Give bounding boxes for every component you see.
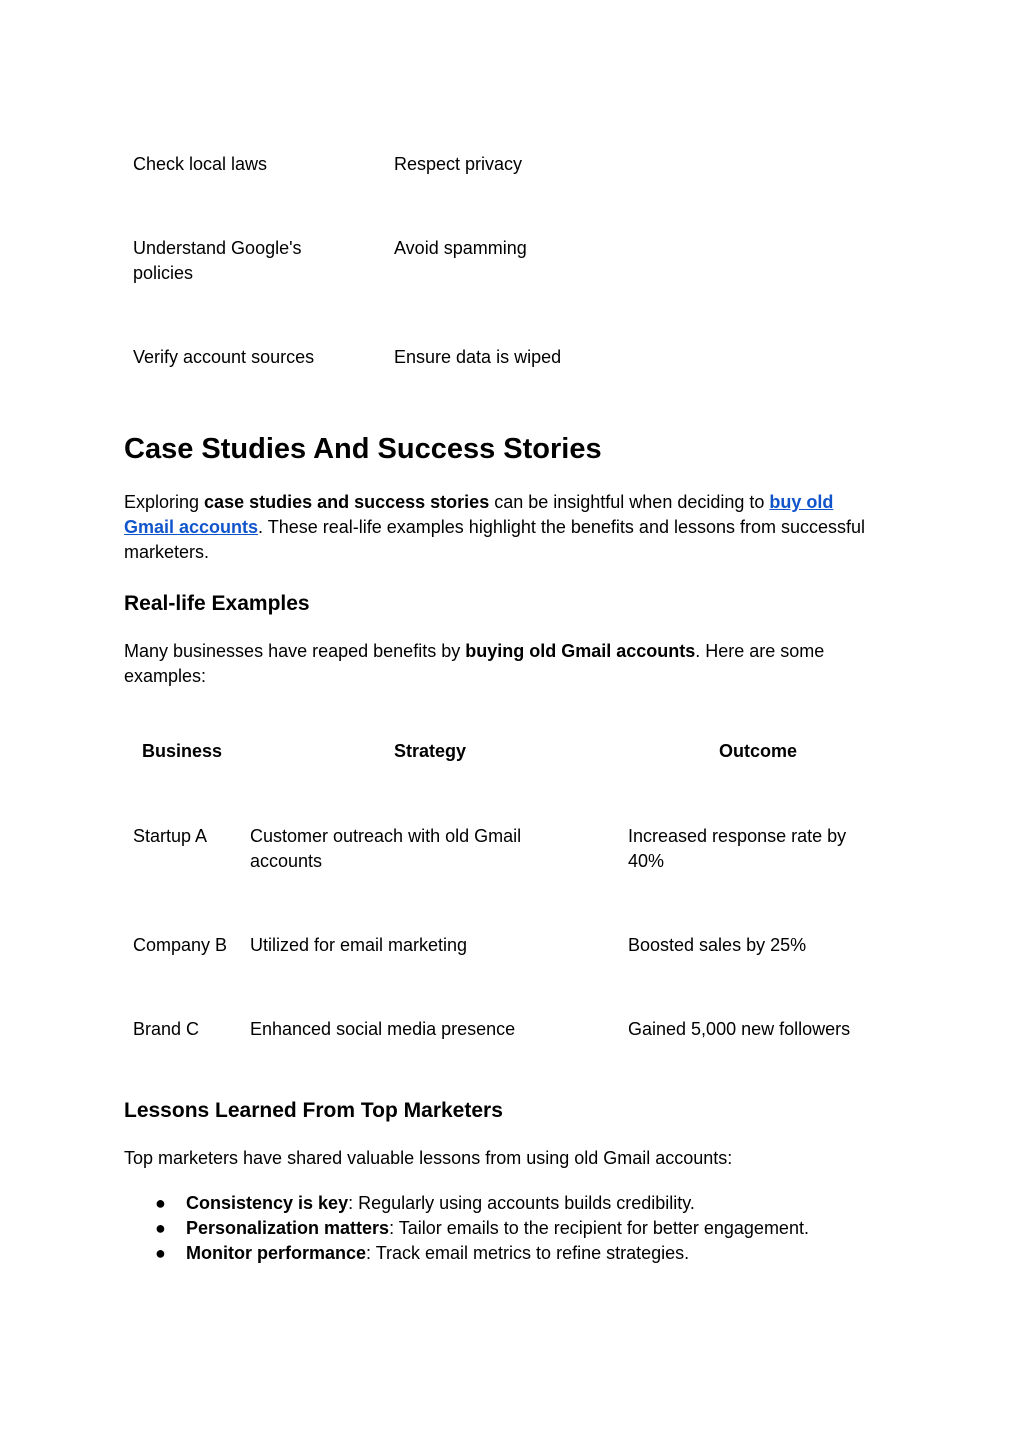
text-run: Many businesses have reaped benefits by	[124, 641, 466, 661]
bullet-icon: ●	[155, 1218, 166, 1238]
table-cell: Customer outreach with old Gmail accounts	[250, 826, 522, 871]
lessons-list	[124, 1191, 884, 1266]
column-header-strategy: Strategy	[393, 741, 467, 761]
table-cell: Brand C	[133, 1019, 200, 1039]
buy-old-gmail-link[interactable]: buy old Gmail accounts	[124, 492, 834, 537]
table-cell: Enhanced social media presence	[250, 1019, 516, 1039]
text-run: . Here are some examples:	[124, 641, 825, 686]
table-cell: Increased response rate by 40%	[628, 826, 847, 871]
table-cell: Gained 5,000 new followers	[628, 1019, 851, 1039]
bold-text: Consistency is key	[186, 1193, 349, 1213]
bold-text: Personalization matters	[186, 1218, 390, 1238]
table-cell: Ensure data is wiped	[394, 347, 562, 367]
text-run: : Tailor emails to the recipient for better engagement.	[389, 1218, 809, 1238]
bold-text: buying old Gmail accounts	[465, 641, 696, 661]
table-cell: Avoid spamming	[394, 238, 527, 258]
table-cell: Utilized for email marketing	[250, 935, 468, 955]
table-cell: Verify account sources	[133, 347, 315, 367]
table-cell: Company B	[133, 935, 228, 955]
section-heading-real-life: Real-life Examples	[124, 592, 310, 615]
case-studies-intro	[124, 490, 884, 565]
column-header-business: Business	[141, 741, 223, 761]
bullet-icon: ●	[155, 1243, 166, 1263]
bold-text: Monitor performance	[186, 1243, 367, 1263]
list-item	[124, 1216, 884, 1241]
section-heading-lessons: Lessons Learned From Top Marketers	[124, 1099, 503, 1122]
bullet-icon: ●	[155, 1193, 166, 1213]
text-run: : Track email metrics to refine strategies.	[366, 1243, 690, 1263]
list-item	[124, 1241, 884, 1266]
table-cell: Check local laws	[133, 154, 268, 174]
section-heading-case-studies: Case Studies And Success Stories	[124, 433, 602, 465]
list-item	[124, 1191, 884, 1216]
text-run: can be insightful when deciding to	[489, 492, 770, 512]
column-header-outcome: Outcome	[718, 741, 797, 761]
bold-text: case studies and success stories	[204, 492, 490, 512]
text-run: Exploring	[124, 492, 205, 512]
table-cell: Respect privacy	[394, 154, 523, 174]
table-cell: Understand Google's policies	[133, 238, 302, 283]
text-run: : Regularly using accounts builds credibility.	[348, 1193, 695, 1213]
table-cell: Startup A	[133, 826, 208, 846]
text-run: . These real-life examples highlight the benefits and lessons from successful marketers.	[124, 517, 866, 562]
lessons-intro: Top marketers have shared valuable lessons from using old Gmail accounts:	[124, 1148, 733, 1168]
real-life-intro	[124, 639, 884, 689]
table-cell: Boosted sales by 25%	[628, 935, 807, 955]
